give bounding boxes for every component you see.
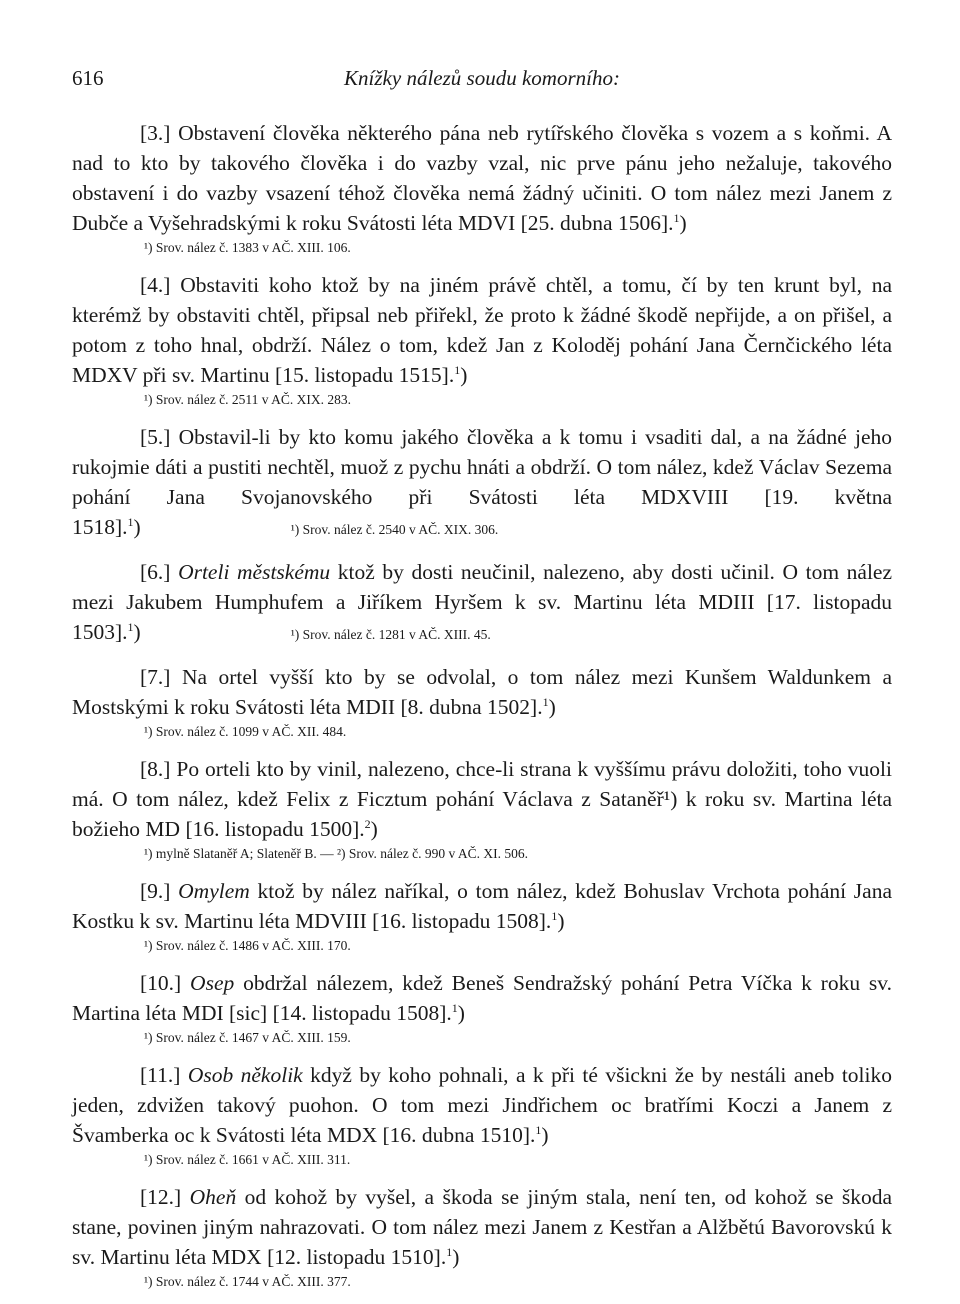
entry-text: když by koho pohnali, a k při té všickni že by nestáli aneb toliko jeden, zdvižen takový puohon. O tom mezi Jindřichem oc bratřími Koczi a Janem z Švamberka oc k Svátosti léta MDX [16. dubna 1510]. (72, 1063, 893, 1147)
entry-text: od kohož by vyšel, a škoda se jiným stala, není ten, od kohož se škoda stane, povinen jiným nahrazovati. O tom nález mezi Janem z Kestřan a Alžbětú Bavorovskú k sv. Martinu léta MDX [12. listopadu 1510]. (72, 1185, 892, 1269)
footnote: ¹) mylně Slataněř A; Slateněř B. — ²) Srov. nález č. 990 v AČ. XI. 506. (144, 846, 529, 861)
footnote-marker-close: ) (679, 211, 687, 235)
entry-text: Po orteli kto by vinil, nalezeno, chce-li strana k vyššímu právu doložiti, toho vuoli má. O tom nález, kdež Felix z Ficztum pohání Václava z Sataněř¹) k roku sv. Martina léta božieho MD [16. listopadu 1500]. (72, 757, 892, 841)
footnote: ¹) Srov. nález č. 1383 v AČ. XIII. 106. (144, 240, 351, 255)
entry-paragraph (72, 662, 892, 722)
entry-paragraph (72, 876, 892, 936)
entry-number: [6.] (140, 560, 171, 584)
entry-number: [8.] (140, 757, 171, 781)
entry-number: [7.] (140, 665, 171, 689)
entry (72, 754, 892, 864)
page-header (72, 60, 892, 100)
footnote-marker: 1 (673, 211, 680, 225)
footnote-inline: ¹) Srov. nález č. 1281 v AČ. XIII. 45. (290, 627, 491, 642)
footnote-marker: 1 (535, 1123, 542, 1137)
entry-keyword: Omylem (178, 879, 250, 903)
page-number: 616 (72, 66, 104, 90)
entry-number: [11.] (140, 1063, 181, 1087)
entry-number: [3.] (140, 121, 171, 145)
entry-text: Na ortel vyšší kto by se odvolal, o tom nález mezi Kunšem Waldunkem a Mostskými k roku Svátosti léta MDII [8. dubna 1502]. (72, 665, 893, 719)
footnote: ¹) Srov. nález č. 1661 v AČ. XIII. 311. (144, 1152, 351, 1167)
entry-number: [4.] (140, 273, 171, 297)
footnote: ¹) Srov. nález č. 1099 v AČ. XII. 484. (144, 724, 347, 739)
footnote-marker-close: ) (541, 1123, 549, 1147)
footnote-marker: 1 (542, 695, 549, 709)
entry-keyword: Osob několik (187, 1063, 303, 1087)
footnote-marker-close: ) (457, 1001, 465, 1025)
entry-paragraph (72, 754, 892, 844)
footnote-marker-close: ) (460, 363, 468, 387)
entry-text: ktož by nález naříkal, o tom nález, kdež Bohuslav Vrchota pohání Jana Kostku k sv. Martinu léta MDVIII [16. listopadu 1508]. (72, 879, 893, 933)
entry-text: Obstaviti koho ktož by na jiném právě chtěl, a tomu, čí by ten krunt byl, na kterémž by obstaviti chtěl, připsal neb přiřekl, že proto k žádné škodě nepřijde, a on přišel, a potom z toho hnal, obdrží. Nález o tom, kdež Jan z Koloděj pohání Jana Černčického léta MDXV při sv. Martinu [15. listopadu 1515]. (72, 273, 892, 387)
entry-paragraph (72, 968, 892, 1028)
entry-text: obdržal nálezem, kdež Beneš Sendražský pohání Petra Víčka k roku sv. Martina léta MDI [sic] [14. listopadu 1508]. (72, 971, 892, 1025)
footnote-marker: 2 (364, 817, 371, 831)
footnote: ¹) Srov. nález č. 1744 v AČ. XIII. 377. (144, 1274, 351, 1289)
running-title: Knížky nálezů soudu komorního: (344, 66, 620, 90)
entry-keyword: Orteli městskému (178, 560, 331, 584)
entry-number: [12.] (140, 1185, 182, 1209)
footnote-marker-close: ) (557, 909, 565, 933)
footnote-marker-close: ) (133, 515, 141, 539)
entry (72, 968, 892, 1048)
entry-number: [5.] (140, 425, 171, 449)
entry-paragraph (72, 270, 892, 390)
entry-text: ktož by dosti neučinil, nalezeno, aby dosti učinil. O tom nález mezi Jakubem Humphufem a Jiříkem Hyršem k sv. Martinu léta MDIII [17. listopadu 1503]. (72, 560, 893, 644)
entry-paragraph (72, 1060, 892, 1150)
footnote-marker-close: ) (548, 695, 556, 719)
footnote: ¹) Srov. nález č. 1486 v AČ. XIII. 170. (144, 938, 351, 953)
entry-paragraph (72, 118, 892, 238)
footnote-marker-close: ) (370, 817, 378, 841)
entry (72, 876, 892, 956)
entry-number: [9.] (140, 879, 171, 903)
footnote-marker: 1 (451, 1001, 458, 1015)
footnote-marker: 1 (127, 515, 134, 529)
footnote-marker: 1 (127, 620, 134, 634)
entry (72, 270, 892, 410)
entry (72, 557, 892, 650)
entry (72, 662, 892, 742)
footnote-inline: ¹) Srov. nález č. 2540 v AČ. XIX. 306. (290, 522, 499, 537)
entry (72, 422, 892, 545)
entry-paragraph (72, 422, 892, 545)
entry-text: Obstavil-li by kto komu jakého člověka a k tomu i vsaditi dal, a na žádné jeho rukojmie dáti a pustiti nechtěl, muož z pychu hnáti a obdrží. O tom nález, kdež Václav Sezema pohání Jana Svojanovského při Svátosti léta MDXVIII [19. května 1518]. (72, 425, 893, 539)
entry-number: [10.] (140, 971, 182, 995)
entry-paragraph (72, 557, 892, 650)
book-page (72, 60, 892, 1304)
footnote-marker: 1 (454, 363, 461, 377)
entry (72, 1060, 892, 1170)
entry-paragraph (72, 1182, 892, 1272)
footnote: ¹) Srov. nález č. 2511 v AČ. XIX. 283. (144, 392, 352, 407)
entry-text: Obstavení člověka některého pána neb rytířského člověka s vozem a s koňmi. A nad to kto by takového člověka i do vazby vzal, nic prve pánu jeho nežaluje, takového obstavení i do vazby vsazení téhož člověka nemá žádný učiniti. O tom nález mezi Janem z Dubče a Vyšehradskými k roku Svátosti léta MDVI [25. dubna 1506]. (72, 121, 892, 235)
entry-keyword: Oheň (189, 1185, 237, 1209)
entries-list (72, 118, 892, 1292)
footnote-marker: 1 (551, 909, 558, 923)
entry-keyword: Osep (190, 971, 235, 995)
entry (72, 118, 892, 258)
footnote-marker: 1 (446, 1245, 453, 1259)
footnote-marker-close: ) (452, 1245, 460, 1269)
footnote: ¹) Srov. nález č. 1467 v AČ. XIII. 159. (144, 1030, 351, 1045)
entry (72, 1182, 892, 1292)
footnote-marker-close: ) (133, 620, 141, 644)
